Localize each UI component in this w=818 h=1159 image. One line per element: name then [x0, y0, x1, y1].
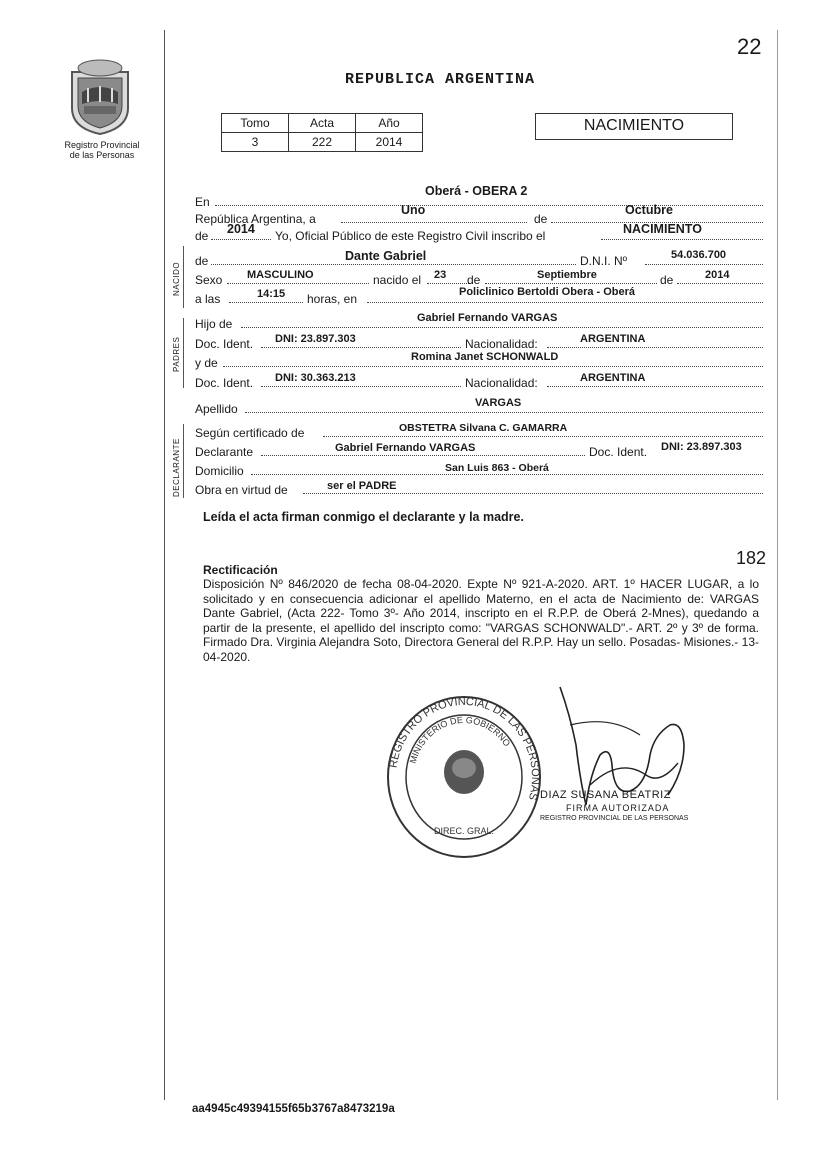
label-sexo: Sexo — [195, 273, 223, 287]
dots — [341, 222, 527, 223]
dots — [261, 386, 461, 387]
signer-office: REGISTRO PROVINCIAL DE LAS PERSONAS — [540, 815, 689, 822]
registry-name — [52, 140, 152, 160]
dots — [261, 347, 461, 348]
row-padre — [195, 312, 765, 331]
stamp-bottom-text: DIREC. GRAL. — [433, 826, 495, 836]
value-certificado: OBSTETRA Silvana C. GAMARRA — [399, 422, 568, 434]
document-type-box: NACIMIENTO — [535, 113, 733, 140]
stamp-inner-text: MINISTERIO DE GOBIERNO — [407, 714, 513, 765]
ref-value-acta: 222 — [289, 133, 356, 152]
dots — [211, 264, 576, 265]
value-domicilio: San Luis 863 - Oberá — [445, 462, 549, 474]
dots — [547, 347, 763, 348]
dots — [229, 302, 303, 303]
label-doc-ident2: Doc. Ident. — [195, 376, 254, 390]
label-en: En — [195, 195, 210, 209]
registry-logo — [66, 58, 134, 136]
row-hora — [195, 286, 765, 306]
dots — [241, 327, 763, 328]
value-sexo: MASCULINO — [247, 269, 314, 281]
value-madre-nac: ARGENTINA — [580, 372, 646, 384]
row-sexo — [195, 269, 765, 287]
value-dia: Uno — [401, 203, 426, 217]
side-label-nacido: NACIDO — [172, 261, 181, 296]
label-segun-cert: Según certificado de — [195, 426, 305, 440]
label-doc-ident: Doc. Ident. — [195, 337, 254, 351]
dots — [367, 302, 763, 303]
value-declarante: Gabriel Fernando VARGAS — [335, 442, 476, 454]
dots — [323, 436, 763, 437]
dots — [547, 386, 763, 387]
label-a-las: a las — [195, 292, 221, 306]
side-label-declarante: DECLARANTE — [172, 438, 181, 497]
signer-role: FIRMA AUTORIZADA — [566, 803, 670, 813]
official-stamp — [384, 692, 544, 862]
dots — [211, 239, 271, 240]
label-apellido: Apellido — [195, 402, 238, 416]
row-declarante — [195, 441, 765, 459]
value-nac-mes: Septiembre — [537, 269, 597, 281]
reference-header-row — [222, 114, 423, 133]
value-madre: Romina Janet SCHONWALD — [411, 351, 559, 363]
label-dni: D.N.I. Nº — [580, 254, 628, 268]
ref-header-anio: Año — [356, 114, 423, 133]
left-margin-line — [164, 30, 165, 1100]
label-declarante: Declarante — [195, 445, 254, 459]
label-de-year: de — [195, 229, 209, 243]
reference-value-row — [222, 133, 423, 152]
nacido-divider — [183, 246, 184, 308]
row-madre-doc — [195, 372, 765, 390]
value-padre-doc: DNI: 23.897.303 — [275, 333, 356, 345]
value-lugar: Oberá - OBERA 2 — [425, 184, 528, 198]
reference-table — [221, 113, 423, 152]
value-mes: Octubre — [625, 203, 673, 217]
label-obra-virtud: Obra en virtud de — [195, 483, 288, 497]
margin-number: 182 — [736, 548, 767, 568]
label-domicilio: Domicilio — [195, 464, 244, 478]
value-anio: 2014 — [227, 222, 255, 236]
label-de: de — [534, 212, 548, 226]
value-padre-nac: ARGENTINA — [580, 333, 646, 345]
row-lugar — [195, 184, 765, 209]
dots — [215, 205, 763, 206]
document-hash: aa4945c49394155f65b3767a8473219a — [192, 1103, 395, 1115]
registry-name-line1: Registro Provincial — [64, 140, 140, 150]
rectificacion-body: Disposición Nº 846/2020 de fecha 08-04-2020. Expte Nº 921-A-2020. ART. 1º HACER LUGAR, a lo solicitado y en consecuencia adicionar el apellido Materno, en el acta de Nacimiento de: VARGAS Dante Gabriel, (Acta 222- Tomo 3º- Año 2014, inscripto en el R.P.P. de Oberá 2-Mnes), quedando a partir de la presente, el apellido del inscripto como: "VARGAS SCHONWALD".- ART. 2º y 3º de forma. Firmado Dra. Virginia Alejandra Soto, Directora General del R.P.P. Hay un sello. Posadas- Misiones.- 13-04-2020. — [203, 577, 759, 664]
row-virtud — [195, 480, 765, 497]
signer-name: DIAZ SUSANA BEATRIZ — [540, 789, 671, 801]
registry-name-line2: de las Personas — [69, 150, 135, 160]
row-nombre — [195, 249, 765, 268]
value-dni: 54.036.700 — [671, 249, 727, 261]
ref-header-tomo: Tomo — [222, 114, 289, 133]
stamp-outer-text: REGISTRO PROVINCIAL DE LAS PERSONAS — [387, 695, 542, 802]
row-certificado — [195, 422, 765, 440]
value-tipo: NACIMIENTO — [623, 222, 702, 236]
row-apellido — [195, 397, 765, 416]
label-hijo-de: Hijo de — [195, 317, 233, 331]
value-nac-dia: 23 — [434, 269, 447, 281]
dots — [261, 455, 585, 456]
value-lugar-nac: Policlinico Bertoldi Obera - Oberá — [459, 286, 636, 298]
right-margin-line — [777, 30, 778, 1100]
label-de-mes: de — [467, 273, 481, 287]
label-nacionalidad2: Nacionalidad: — [465, 376, 538, 390]
dots — [645, 264, 763, 265]
label-doc-ident3: Doc. Ident. — [589, 445, 648, 459]
dots — [485, 283, 657, 284]
country-title: REPUBLICA ARGENTINA — [345, 71, 536, 88]
ref-value-tomo: 3 — [222, 133, 289, 152]
label-horas-en: horas, en — [307, 292, 358, 306]
value-declarante-doc: DNI: 23.897.303 — [661, 441, 742, 453]
label-yo-oficial: Yo, Oficial Público de este Registro Civil inscribo el — [275, 229, 546, 243]
rectificacion-heading: Rectificación — [203, 563, 278, 577]
padres-divider — [183, 318, 184, 388]
page-number: 22 — [737, 34, 762, 59]
dots — [601, 239, 763, 240]
side-label-padres: PADRES — [172, 336, 181, 372]
label-de-nombre: de — [195, 254, 209, 268]
value-hora: 14:15 — [257, 288, 286, 300]
row-domicilio — [195, 464, 765, 478]
dots — [227, 283, 369, 284]
row-padre-doc — [195, 333, 765, 351]
label-nacido-el: nacido el — [373, 273, 422, 287]
row-inscripcion — [195, 222, 765, 243]
value-nombre: Dante Gabriel — [345, 249, 427, 263]
label-y-de: y de — [195, 356, 218, 370]
label-de-anio: de — [660, 273, 674, 287]
closing-statement: Leída el acta firman conmigo el declarante y la madre. — [203, 510, 524, 524]
dots — [303, 493, 763, 494]
value-madre-doc: DNI: 30.363.213 — [275, 372, 356, 384]
dots — [677, 283, 763, 284]
value-padre: Gabriel Fernando VARGAS — [417, 312, 558, 324]
value-apellido: VARGAS — [475, 397, 522, 409]
row-madre — [195, 351, 765, 370]
dots — [223, 366, 763, 367]
ref-value-anio: 2014 — [356, 133, 423, 152]
label-nacionalidad: Nacionalidad: — [465, 337, 538, 351]
ref-header-acta: Acta — [289, 114, 356, 133]
dots — [245, 412, 763, 413]
declarante-divider — [183, 424, 184, 498]
value-virtud: ser el PADRE — [327, 480, 397, 492]
label-republica: República Argentina, a — [195, 212, 316, 226]
value-nac-anio: 2014 — [705, 269, 730, 281]
dots — [251, 474, 763, 475]
